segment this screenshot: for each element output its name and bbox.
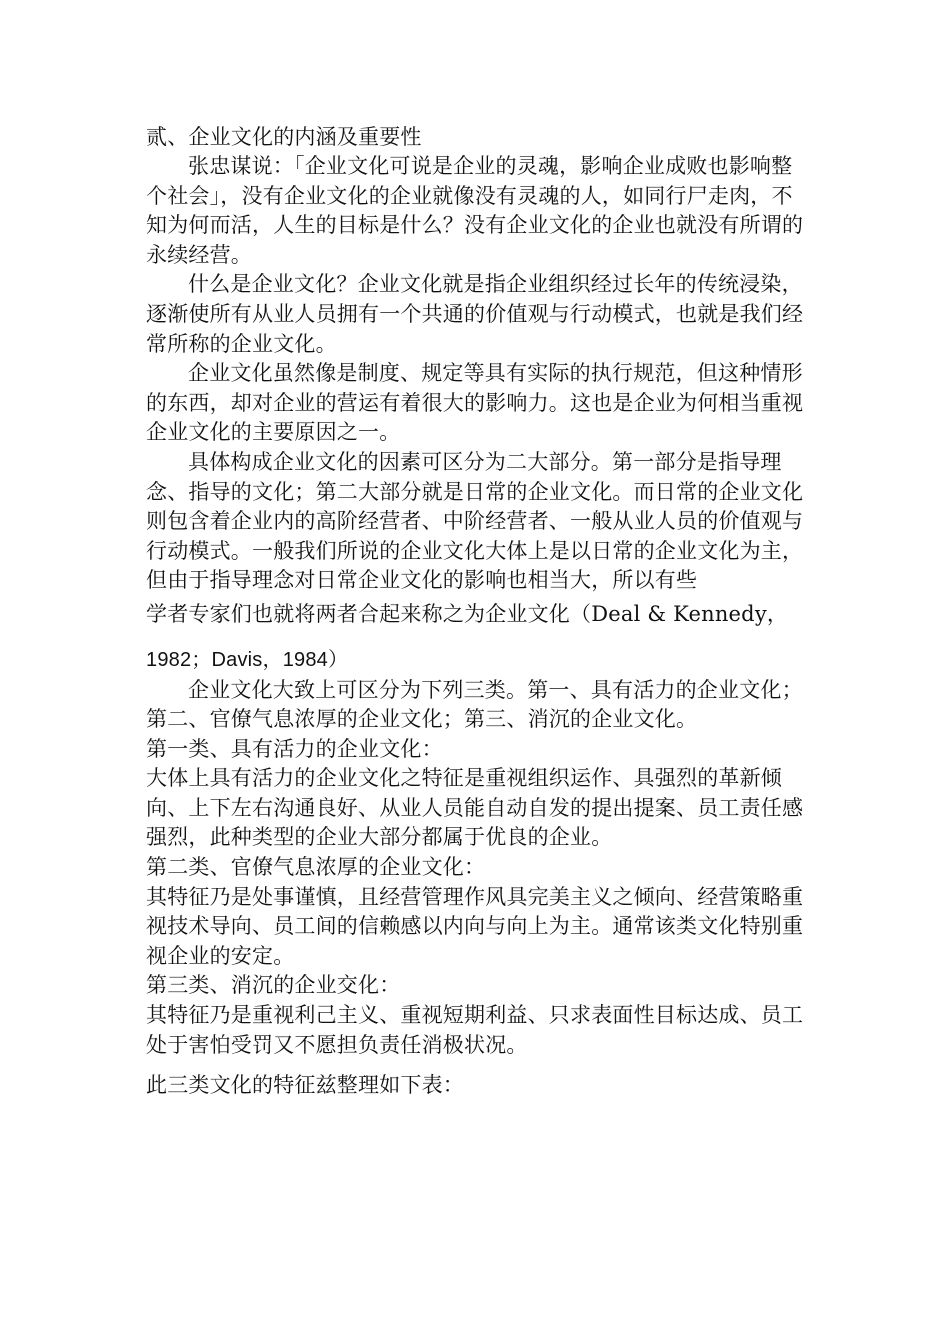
paragraph-zhang-quote: 张忠谋说：「企业文化可说是企业的灵魂，影响企业成败也影响整个社会」，没有企业文化的企业就像没有灵魂的人，如同行尸走肉，不知为何而活，人生的目标是什么？没有企业文化的企业也就没有所谓的永续经营。 [146, 154, 804, 267]
category-body-active: 大体上具有活力的企业文化之特征是重视组织运作、具强烈的革新倾向、上下左右沟通良好、从业人员能自动自发的提出提案、员工责任感强烈，此种类型的企业大部分都属于优良的企业。 [146, 766, 804, 850]
category-heading-active: 第一类、具有活力的企业文化： [146, 736, 443, 761]
category-body-depressed: 其特征乃是重视利己主义、重视短期利益、只求表面性目标达成、员工处于害怕受罚又不愿担负责任消极状况。 [146, 1003, 804, 1057]
document-body [146, 122, 806, 1101]
category-heading-depressed: 第三类、消沉的企业交化： [146, 973, 401, 998]
paragraph-definition: 什么是企业文化？企业文化就是指企业组织经过长年的传统浸染，逐渐使所有从业人员拥有一个共通的价值观与行动模式，也就是我们经常所称的企业文化。 [146, 272, 804, 356]
category-body-bureaucratic: 其特征乃是处事谨慎，且经营管理作风具完美主义之倾向、经营策略重视技术导向、员工间的信赖感以内向与向上为主。通常该类文化特别重视企业的安定。 [146, 884, 804, 968]
paragraph-influence: 企业文化虽然像是制度、规定等具有实际的执行规范，但这种情形的东西，却对企业的营运有着很大的影响力。这也是企业为何相当重视企业文化的主要原因之一。 [146, 361, 804, 445]
citation-years: 1982；Davis，1984） [146, 648, 349, 671]
section-title: 贰、企业文化的内涵及重要性 [146, 125, 422, 149]
paragraph-three-types: 企业文化大致上可区分为下列三类。第一、具有活力的企业文化；第二、官僚气息浓厚的企业文化；第三、消沉的企业文化。 [146, 677, 803, 732]
paragraph-components-citation-line: 学者专家们也就将两者合起来称之为企业文化（Deal & Kennedy， [146, 601, 789, 626]
paragraph-components: 具体构成企业文化的因素可区分为二大部分。第一部分是指导理念、指导的文化；第二大部分就是日常的企业文化。而日常的企业文化则包含着企业内的高阶经营者、中阶经营者、一般从业人员的价值观与行动模式。一般我们所说的企业文化大体上是以日常的企业文化为主，但由于指导理念对日常企业文化的影响也相当大，所以有些 [146, 449, 804, 593]
category-heading-bureaucratic: 第二类、官僚气息浓厚的企业文化： [146, 855, 486, 880]
closing-line: 此三类文化的特征兹整理如下表： [146, 1073, 464, 1098]
